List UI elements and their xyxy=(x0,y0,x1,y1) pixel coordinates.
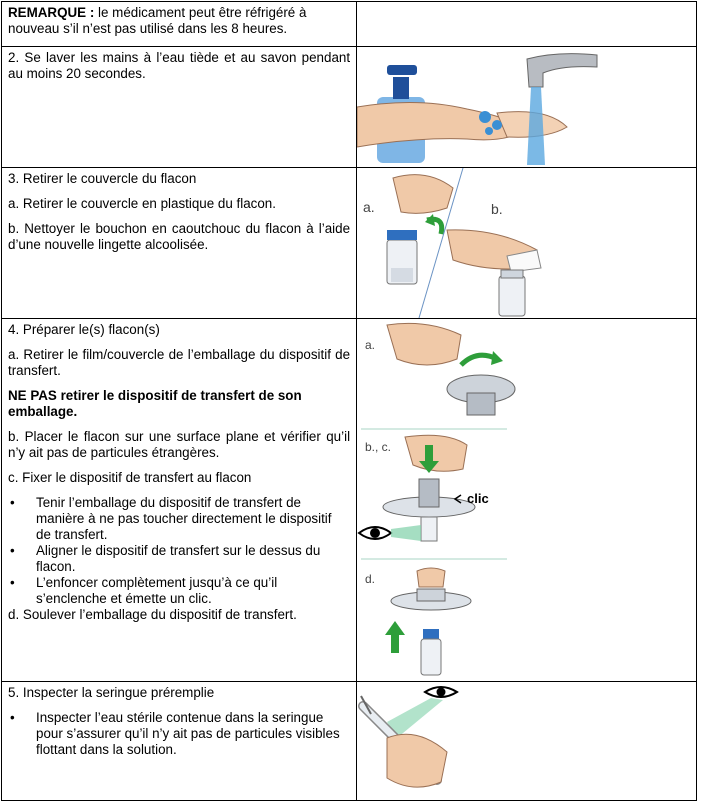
step-4b-text: b. Placer le flacon sur une surface plane et vérifier qu’il n’y ait pas de particules étrangères. xyxy=(8,429,351,460)
syringe-figure-cell xyxy=(357,682,697,801)
cap-removal-illustration xyxy=(357,168,693,318)
row-step-2 xyxy=(2,47,697,168)
step-4a-text: a. Retirer le film/couvercle de l’emballage du dispositif de transfert. xyxy=(8,347,351,378)
note-cell xyxy=(2,2,357,47)
fig-4a-label: a. xyxy=(365,338,376,352)
step-4-title: 4. Préparer le(s) flacon(s) xyxy=(8,322,160,337)
step-4c-bullets xyxy=(8,495,350,607)
fig-4d-label: d. xyxy=(365,572,376,586)
handwash-illustration xyxy=(357,47,693,167)
green-arrow-icon xyxy=(425,445,433,461)
step-3-cell xyxy=(2,168,357,319)
note-empty-cell xyxy=(357,2,697,47)
row-step-4 xyxy=(2,319,697,682)
vial-icon xyxy=(421,639,441,675)
hand-icon xyxy=(387,323,461,365)
bullet-item: • L’enfoncer complètement jusqu’à ce qu’il s’enclenche et émette un clic. xyxy=(8,575,350,607)
step-3b-text: b. Nettoyer le bouchon en caoutchouc du flacon à l’aide d’une nouvelle lingette alcoolisée. xyxy=(8,221,351,252)
step-2-cell xyxy=(2,47,357,168)
vial-icon xyxy=(421,517,437,541)
step-4c-text: c. Fixer le dispositif de transfert au flacon xyxy=(8,470,252,485)
note-label: REMARQUE : xyxy=(8,5,95,20)
fig-4bc-label: b., c. xyxy=(365,440,392,454)
green-arrow-icon xyxy=(391,633,399,653)
instructions-table xyxy=(1,1,697,801)
bullet-item: • Tenir l’emballage du dispositif de transfert de manière à ne pas toucher directement le dispositif de transfert. xyxy=(8,495,350,543)
click-label: clic xyxy=(467,491,489,506)
step-5-cell xyxy=(2,682,357,801)
step-3-title: 3. Retirer le couvercle du flacon xyxy=(8,171,197,186)
step-4-warning: NE PAS retirer le dispositif de transfert de son emballage. xyxy=(8,388,302,419)
water-stream-icon xyxy=(527,87,545,165)
note-text: le médicament peut être réfrigéré à nouveau s’il n’est pas utilisé dans les 8 heures. xyxy=(8,5,307,36)
step-2-text: 2. Se laver les mains à l’eau tiède et au savon pendant au moins 20 secondes. xyxy=(8,50,351,81)
row-note xyxy=(2,2,697,47)
step-5-bullets xyxy=(8,710,350,758)
fig-3a-label: a. xyxy=(363,199,375,215)
vial-icon xyxy=(499,276,525,316)
soap-bubbles-icon xyxy=(479,111,491,123)
cap-removal-figure-cell xyxy=(357,168,697,319)
faucet-icon xyxy=(527,54,597,87)
fig-3b-label: b. xyxy=(491,201,503,217)
hand-icon xyxy=(405,435,467,471)
step-4d-text: d. Soulever l’emballage du dispositif de transfert. xyxy=(8,607,297,622)
bullet-item: • Aligner le dispositif de transfert sur le dessus du flacon. xyxy=(8,543,350,575)
row-step-5 xyxy=(2,682,697,801)
syringe-inspection-illustration xyxy=(357,682,693,800)
step-5-title: 5. Inspecter la seringue préremplie xyxy=(8,685,215,700)
vial-prep-illustration xyxy=(357,319,693,681)
hand-icon xyxy=(387,734,447,787)
step-3a-text: a. Retirer le couvercle en plastique du flacon. xyxy=(8,196,276,211)
vial-prep-figure-cell xyxy=(357,319,697,682)
handwash-figure-cell xyxy=(357,47,697,168)
step-4-cell xyxy=(2,319,357,682)
bullet-item: • Inspecter l’eau stérile contenue dans la seringue pour s’assurer qu’il n’y ait pas de particules visibles flottant dans la solution. xyxy=(8,710,350,758)
row-step-3 xyxy=(2,168,697,319)
hand-icon xyxy=(393,175,453,214)
